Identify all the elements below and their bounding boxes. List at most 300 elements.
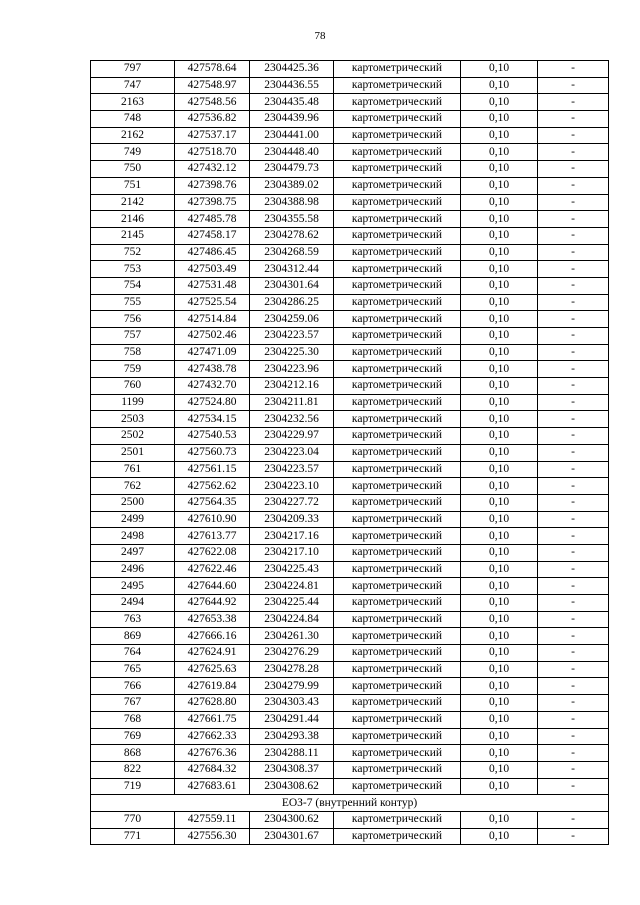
y-coordinate-cell: 2304232.56 [250,411,334,428]
y-coordinate-cell: 2304425.36 [250,61,334,78]
point-number-cell: 2497 [91,544,175,561]
method-cell: картометрический [334,561,461,578]
note-cell: - [538,311,609,328]
y-coordinate-cell: 2304301.67 [250,828,334,845]
table-row [91,645,609,662]
x-coordinate-cell: 427503.49 [175,261,250,278]
y-coordinate-cell: 2304436.55 [250,77,334,94]
note-cell: - [538,344,609,361]
note-cell: - [538,494,609,511]
x-coordinate-cell: 427560.73 [175,444,250,461]
method-cell: картометрический [334,711,461,728]
note-cell: - [538,461,609,478]
point-number-cell: 747 [91,77,175,94]
section-title: ЕОЗ-7 (внутренний контур) [91,795,609,812]
point-number-cell: 767 [91,695,175,712]
y-coordinate-cell: 2304441.00 [250,127,334,144]
accuracy-cell: 0,10 [461,778,538,795]
y-coordinate-cell: 2304300.62 [250,811,334,828]
y-coordinate-cell: 2304448.40 [250,144,334,161]
method-cell: картометрический [334,111,461,128]
y-coordinate-cell: 2304217.10 [250,544,334,561]
method-cell: картометрический [334,494,461,511]
x-coordinate-cell: 427578.64 [175,61,250,78]
note-cell: - [538,94,609,111]
table-row [91,711,609,728]
method-cell: картометрический [334,544,461,561]
accuracy-cell: 0,10 [461,828,538,845]
accuracy-cell: 0,10 [461,244,538,261]
y-coordinate-cell: 2304209.33 [250,511,334,528]
table-row [91,578,609,595]
method-cell: картометрический [334,461,461,478]
note-cell: - [538,177,609,194]
x-coordinate-cell: 427610.90 [175,511,250,528]
method-cell: картометрический [334,444,461,461]
point-number-cell: 822 [91,761,175,778]
point-number-cell: 2499 [91,511,175,528]
accuracy-cell: 0,10 [461,595,538,612]
note-cell: - [538,645,609,662]
x-coordinate-cell: 427556.30 [175,828,250,845]
note-cell: - [538,561,609,578]
y-coordinate-cell: 2304389.02 [250,177,334,194]
x-coordinate-cell: 427458.17 [175,227,250,244]
note-cell: - [538,411,609,428]
note-cell: - [538,428,609,445]
accuracy-cell: 0,10 [461,461,538,478]
point-number-cell: 761 [91,461,175,478]
y-coordinate-cell: 2304223.96 [250,361,334,378]
table-row [91,595,609,612]
table-row [91,761,609,778]
note-cell: - [538,678,609,695]
point-number-cell: 752 [91,244,175,261]
accuracy-cell: 0,10 [461,661,538,678]
x-coordinate-cell: 427486.45 [175,244,250,261]
accuracy-cell: 0,10 [461,578,538,595]
note-cell: - [538,277,609,294]
method-cell: картометрический [334,127,461,144]
y-coordinate-cell: 2304293.38 [250,728,334,745]
point-number-cell: 758 [91,344,175,361]
method-cell: картометрический [334,661,461,678]
table-row [91,94,609,111]
table-row [91,177,609,194]
x-coordinate-cell: 427684.32 [175,761,250,778]
x-coordinate-cell: 427485.78 [175,211,250,228]
method-cell: картометрический [334,761,461,778]
table-row [91,344,609,361]
method-cell: картометрический [334,177,461,194]
table-row [91,661,609,678]
note-cell: - [538,194,609,211]
accuracy-cell: 0,10 [461,161,538,178]
method-cell: картометрический [334,728,461,745]
method-cell: картометрический [334,277,461,294]
method-cell: картометрический [334,378,461,395]
method-cell: картометрический [334,211,461,228]
point-number-cell: 770 [91,811,175,828]
y-coordinate-cell: 2304312.44 [250,261,334,278]
accuracy-cell: 0,10 [461,144,538,161]
accuracy-cell: 0,10 [461,444,538,461]
table-row [91,528,609,545]
point-number-cell: 748 [91,111,175,128]
y-coordinate-cell: 2304308.37 [250,761,334,778]
x-coordinate-cell: 427471.09 [175,344,250,361]
point-number-cell: 2163 [91,94,175,111]
y-coordinate-cell: 2304223.10 [250,478,334,495]
note-cell: - [538,444,609,461]
x-coordinate-cell: 427537.17 [175,127,250,144]
table-row [91,544,609,561]
x-coordinate-cell: 427562.62 [175,478,250,495]
table-row [91,277,609,294]
method-cell: картометрический [334,678,461,695]
table-row [91,211,609,228]
point-number-cell: 750 [91,161,175,178]
accuracy-cell: 0,10 [461,294,538,311]
method-cell: картометрический [334,828,461,845]
y-coordinate-cell: 2304225.43 [250,561,334,578]
accuracy-cell: 0,10 [461,745,538,762]
point-number-cell: 753 [91,261,175,278]
table-row [91,494,609,511]
table-row [91,61,609,78]
y-coordinate-cell: 2304212.16 [250,378,334,395]
accuracy-cell: 0,10 [461,494,538,511]
method-cell: картометрический [334,645,461,662]
y-coordinate-cell: 2304227.72 [250,494,334,511]
x-coordinate-cell: 427514.84 [175,311,250,328]
x-coordinate-cell: 427644.92 [175,595,250,612]
table-row [91,828,609,845]
point-number-cell: 749 [91,144,175,161]
point-number-cell: 2494 [91,595,175,612]
table-row [91,194,609,211]
method-cell: картометрический [334,394,461,411]
x-coordinate-cell: 427534.15 [175,411,250,428]
accuracy-cell: 0,10 [461,77,538,94]
method-cell: картометрический [334,811,461,828]
method-cell: картометрический [334,194,461,211]
table-row [91,127,609,144]
accuracy-cell: 0,10 [461,394,538,411]
table-row [91,728,609,745]
note-cell: - [538,728,609,745]
x-coordinate-cell: 427613.77 [175,528,250,545]
x-coordinate-cell: 427666.16 [175,628,250,645]
point-number-cell: 2145 [91,227,175,244]
point-number-cell: 759 [91,361,175,378]
method-cell: картометрический [334,294,461,311]
note-cell: - [538,695,609,712]
note-cell: - [538,761,609,778]
x-coordinate-cell: 427525.54 [175,294,250,311]
accuracy-cell: 0,10 [461,94,538,111]
note-cell: - [538,111,609,128]
accuracy-cell: 0,10 [461,344,538,361]
x-coordinate-cell: 427398.75 [175,194,250,211]
table-row [91,745,609,762]
note-cell: - [538,144,609,161]
section-header-body [91,795,609,812]
x-coordinate-cell: 427502.46 [175,328,250,345]
point-number-cell: 2498 [91,528,175,545]
table-row [91,411,609,428]
note-cell: - [538,394,609,411]
table-row [91,311,609,328]
note-cell: - [538,544,609,561]
note-cell: - [538,595,609,612]
table-row [91,394,609,411]
point-number-cell: 2496 [91,561,175,578]
note-cell: - [538,628,609,645]
point-number-cell: 754 [91,277,175,294]
accuracy-cell: 0,10 [461,544,538,561]
table-row [91,244,609,261]
table-row [91,328,609,345]
point-number-cell: 2501 [91,444,175,461]
y-coordinate-cell: 2304308.62 [250,778,334,795]
x-coordinate-cell: 427536.82 [175,111,250,128]
x-coordinate-cell: 427548.56 [175,94,250,111]
point-number-cell: 771 [91,828,175,845]
table-row [91,561,609,578]
method-cell: картометрический [334,328,461,345]
accuracy-cell: 0,10 [461,511,538,528]
y-coordinate-cell: 2304279.99 [250,678,334,695]
y-coordinate-cell: 2304278.28 [250,661,334,678]
x-coordinate-cell: 427398.76 [175,177,250,194]
method-cell: картометрический [334,77,461,94]
point-number-cell: 765 [91,661,175,678]
x-coordinate-cell: 427432.12 [175,161,250,178]
note-cell: - [538,244,609,261]
y-coordinate-cell: 2304224.84 [250,611,334,628]
accuracy-cell: 0,10 [461,378,538,395]
table-row [91,261,609,278]
table-row [91,361,609,378]
y-coordinate-cell: 2304224.81 [250,578,334,595]
point-number-cell: 760 [91,378,175,395]
x-coordinate-cell: 427518.70 [175,144,250,161]
accuracy-cell: 0,10 [461,428,538,445]
table-row [91,161,609,178]
method-cell: картометрический [334,578,461,595]
method-cell: картометрический [334,361,461,378]
point-number-cell: 868 [91,745,175,762]
note-cell: - [538,328,609,345]
method-cell: картометрический [334,161,461,178]
note-cell: - [538,261,609,278]
x-coordinate-cell: 427531.48 [175,277,250,294]
method-cell: картометрический [334,227,461,244]
accuracy-cell: 0,10 [461,361,538,378]
accuracy-cell: 0,10 [461,811,538,828]
method-cell: картометрический [334,611,461,628]
x-coordinate-cell: 427559.11 [175,811,250,828]
note-cell: - [538,378,609,395]
section-header-row [91,795,609,812]
note-cell: - [538,161,609,178]
table-row [91,811,609,828]
point-number-cell: 762 [91,478,175,495]
coordinates-table [90,60,609,845]
y-coordinate-cell: 2304223.57 [250,461,334,478]
accuracy-cell: 0,10 [461,628,538,645]
method-cell: картометрический [334,428,461,445]
point-number-cell: 757 [91,328,175,345]
table-row [91,227,609,244]
note-cell: - [538,361,609,378]
note-cell: - [538,778,609,795]
point-number-cell: 1199 [91,394,175,411]
accuracy-cell: 0,10 [461,177,538,194]
y-coordinate-cell: 2304259.06 [250,311,334,328]
note-cell: - [538,828,609,845]
method-cell: картометрический [334,628,461,645]
x-coordinate-cell: 427564.35 [175,494,250,511]
table-row [91,77,609,94]
x-coordinate-cell: 427661.75 [175,711,250,728]
point-number-cell: 764 [91,645,175,662]
note-cell: - [538,711,609,728]
accuracy-cell: 0,10 [461,277,538,294]
accuracy-cell: 0,10 [461,328,538,345]
accuracy-cell: 0,10 [461,411,538,428]
point-number-cell: 763 [91,611,175,628]
accuracy-cell: 0,10 [461,111,538,128]
note-cell: - [538,611,609,628]
point-number-cell: 797 [91,61,175,78]
accuracy-cell: 0,10 [461,311,538,328]
accuracy-cell: 0,10 [461,127,538,144]
method-cell: картометрический [334,778,461,795]
point-number-cell: 2502 [91,428,175,445]
coordinates-table-body [91,61,609,795]
note-cell: - [538,511,609,528]
method-cell: картометрический [334,94,461,111]
y-coordinate-cell: 2304276.29 [250,645,334,662]
y-coordinate-cell: 2304268.59 [250,244,334,261]
point-number-cell: 769 [91,728,175,745]
point-number-cell: 2495 [91,578,175,595]
table-row [91,461,609,478]
method-cell: картометрический [334,61,461,78]
point-number-cell: 2500 [91,494,175,511]
point-number-cell: 751 [91,177,175,194]
method-cell: картометрический [334,595,461,612]
table-row [91,144,609,161]
table-row [91,111,609,128]
x-coordinate-cell: 427548.97 [175,77,250,94]
note-cell: - [538,127,609,144]
y-coordinate-cell: 2304217.16 [250,528,334,545]
note-cell: - [538,77,609,94]
x-coordinate-cell: 427624.91 [175,645,250,662]
table-row [91,611,609,628]
y-coordinate-cell: 2304223.04 [250,444,334,461]
x-coordinate-cell: 427662.33 [175,728,250,745]
y-coordinate-cell: 2304388.98 [250,194,334,211]
method-cell: картометрический [334,745,461,762]
method-cell: картометрический [334,261,461,278]
note-cell: - [538,745,609,762]
page-number: 78 [314,30,326,42]
y-coordinate-cell: 2304288.11 [250,745,334,762]
x-coordinate-cell: 427524.80 [175,394,250,411]
accuracy-cell: 0,10 [461,728,538,745]
table-row [91,428,609,445]
note-cell: - [538,578,609,595]
accuracy-cell: 0,10 [461,194,538,211]
method-cell: картометрический [334,528,461,545]
table-row [91,378,609,395]
method-cell: картометрический [334,244,461,261]
note-cell: - [538,661,609,678]
point-number-cell: 768 [91,711,175,728]
y-coordinate-cell: 2304479.73 [250,161,334,178]
accuracy-cell: 0,10 [461,611,538,628]
table-row [91,444,609,461]
y-coordinate-cell: 2304223.57 [250,328,334,345]
x-coordinate-cell: 427628.80 [175,695,250,712]
table-row [91,778,609,795]
accuracy-cell: 0,10 [461,211,538,228]
point-number-cell: 755 [91,294,175,311]
x-coordinate-cell: 427622.46 [175,561,250,578]
x-coordinate-cell: 427619.84 [175,678,250,695]
accuracy-cell: 0,10 [461,561,538,578]
x-coordinate-cell: 427683.61 [175,778,250,795]
y-coordinate-cell: 2304261.30 [250,628,334,645]
y-coordinate-cell: 2304229.97 [250,428,334,445]
accuracy-cell: 0,10 [461,528,538,545]
accuracy-cell: 0,10 [461,678,538,695]
point-number-cell: 2142 [91,194,175,211]
point-number-cell: 2503 [91,411,175,428]
x-coordinate-cell: 427561.15 [175,461,250,478]
method-cell: картометрический [334,144,461,161]
point-number-cell: 869 [91,628,175,645]
x-coordinate-cell: 427432.70 [175,378,250,395]
accuracy-cell: 0,10 [461,645,538,662]
y-coordinate-cell: 2304439.96 [250,111,334,128]
y-coordinate-cell: 2304355.58 [250,211,334,228]
table-row [91,511,609,528]
y-coordinate-cell: 2304301.64 [250,277,334,294]
accuracy-cell: 0,10 [461,227,538,244]
y-coordinate-cell: 2304225.30 [250,344,334,361]
table-row [91,478,609,495]
accuracy-cell: 0,10 [461,695,538,712]
accuracy-cell: 0,10 [461,478,538,495]
method-cell: картометрический [334,478,461,495]
note-cell: - [538,61,609,78]
point-number-cell: 2162 [91,127,175,144]
method-cell: картометрический [334,511,461,528]
x-coordinate-cell: 427625.63 [175,661,250,678]
table-row [91,628,609,645]
method-cell: картометрический [334,411,461,428]
y-coordinate-cell: 2304278.62 [250,227,334,244]
accuracy-cell: 0,10 [461,711,538,728]
method-cell: картометрический [334,311,461,328]
x-coordinate-cell: 427622.08 [175,544,250,561]
x-coordinate-cell: 427644.60 [175,578,250,595]
